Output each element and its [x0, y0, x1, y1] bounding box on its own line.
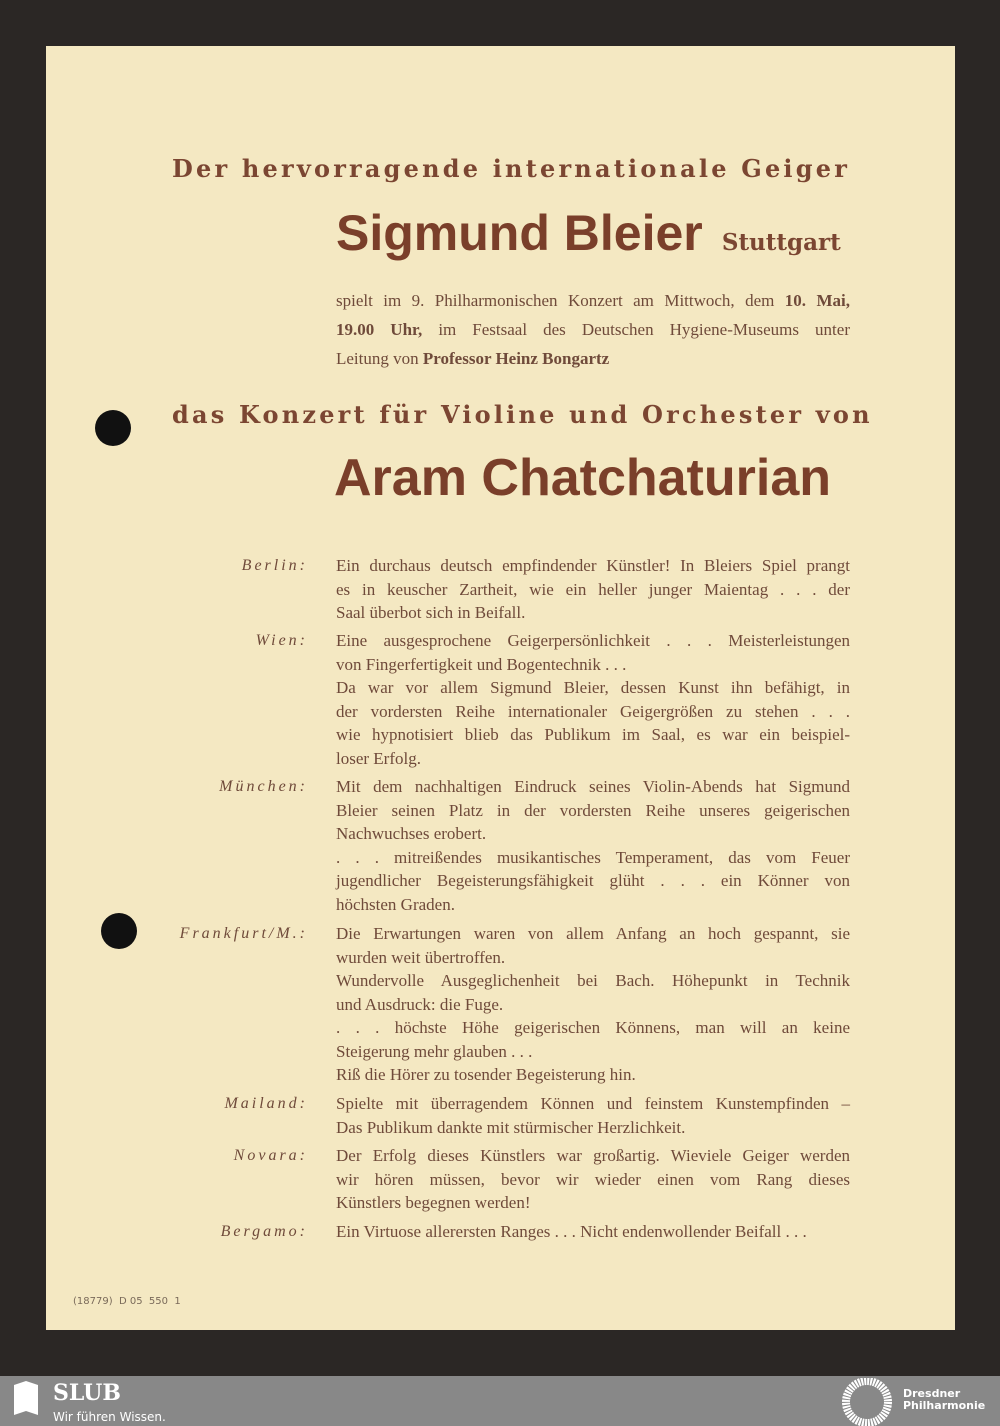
detail-text: spielt im 9. Philharmonischen Konzert am Mittwoch, dem	[336, 291, 785, 310]
review-line: Wundervolle Ausgeglichenheit bei Bach. Höhepunkt in Technik	[336, 971, 850, 990]
review-entry	[220, 1220, 850, 1244]
review-line: es in keuscher Zartheit, wie ein heller junger Maientag . . . der	[336, 579, 850, 599]
detail-text: im Festsaal des Deutschen Hygiene-Museums unter	[422, 320, 850, 339]
review-line: Da war vor allem Sigmund Bleier, dessen Kunst ihn befähigt, in	[336, 678, 850, 697]
detail-line	[336, 315, 850, 344]
review-line: Mit dem nachhaltigen Eindruck seines Violin-Abends hat Sigmund	[336, 777, 850, 796]
philharmonie-logo-icon	[842, 1378, 892, 1426]
review-entry	[241, 554, 850, 625]
review-entry	[219, 775, 850, 916]
review-entry	[233, 1144, 850, 1215]
partner-name	[903, 1388, 985, 1412]
review-line: wurden weit übertroffen.	[336, 947, 506, 967]
review-entry	[224, 1092, 850, 1139]
review-city: Novara:	[233, 1147, 308, 1164]
review-city: Bergamo:	[220, 1223, 308, 1240]
slub-book-icon	[12, 1381, 40, 1417]
review-line: Saal überbot sich in Beifall.	[336, 603, 526, 622]
review-line: wir hören müssen, bevor wir wieder einen vom Rang dieses	[336, 1169, 850, 1189]
detail-line	[336, 286, 850, 315]
review-line: . . . mitreißendes musikantisches Temperament, das vom Feuer	[336, 847, 850, 867]
composer-heading: Aram Chatchaturian	[334, 449, 831, 507]
review-entry	[255, 629, 850, 770]
review-line: . . . höchste Höhe geigerischen Könnens, man will an keine	[336, 1018, 850, 1037]
review-line: Bleier seinen Platz in der vordersten Reihe unseres geigerischen	[336, 800, 850, 820]
review-line: und Ausdruck: die Fuge.	[336, 994, 504, 1014]
review-line: loser Erfolg.	[336, 748, 421, 768]
detail-text: Leitung von	[336, 349, 423, 368]
review-city: Mailand:	[224, 1095, 308, 1112]
artist-city: Stuttgart	[721, 229, 841, 256]
detail-line	[336, 344, 850, 373]
footer-bar	[0, 1376, 1000, 1426]
slub-logo-text: SLUB	[53, 1380, 121, 1406]
review-entry	[179, 922, 850, 1087]
review-line: Das Publikum dankte mit stürmischer Herzlichkeit.	[336, 1117, 686, 1137]
concert-details	[336, 286, 850, 373]
review-city: Frankfurt/M.:	[179, 925, 308, 942]
review-line: Eine ausgesprochene Geigerpersönlichkeit . . . Meisterleistungen	[336, 631, 850, 650]
review-line: Der Erfolg dieses Künstlers war großartig. Wieviele Geiger werden	[336, 1146, 850, 1165]
review-line: Die Erwartungen waren von allem Anfang an hoch gespannt, sie	[336, 924, 850, 943]
detail-emphasis: 19.00 Uhr,	[336, 320, 423, 339]
detail-emphasis: Professor Heinz Bongartz	[422, 349, 610, 368]
review-city: Wien:	[255, 632, 308, 649]
artist-heading	[336, 204, 841, 262]
review-line: Steigerung mehr glauben . . .	[336, 1041, 533, 1061]
review-line: Ein Virtuose allerersten Ranges . . . Nicht endenwollender Beifall . . .	[336, 1222, 807, 1241]
artist-name: Sigmund Bleier	[336, 205, 703, 261]
review-line: wie hypnotisiert blieb das Publikum im Saal, es war ein beispiel-	[336, 725, 850, 744]
review-line: Spielte mit überragendem Können und feinstem Kunstempfinden –	[336, 1094, 850, 1113]
review-line: Riß die Hörer zu tosender Begeisterung hin.	[336, 1065, 636, 1084]
punch-hole	[101, 913, 137, 949]
kicker-heading: Der hervorragende internationale Geiger	[172, 154, 851, 183]
work-heading: das Konzert für Violine und Orchester von	[172, 400, 873, 429]
review-line: Nachwuchses erobert.	[336, 824, 487, 843]
review-line: von Fingerfertigkeit und Bogentechnik . . .	[336, 654, 627, 674]
print-code: (18779) D 05 550 1	[73, 1296, 181, 1307]
review-line: der vordersten Reihe internationaler Geigergrößen zu stehen . . .	[336, 701, 850, 721]
review-line: jugendlicher Begeisterungsfähigkeit glüht . . . ein Könner von	[336, 871, 850, 890]
review-line: Ein durchaus deutsch empfindender Künstler! In Bleiers Spiel prangt	[336, 556, 850, 575]
review-line: Künstlers begegnen werden!	[336, 1193, 531, 1212]
slub-tagline: Wir führen Wissen.	[53, 1410, 166, 1424]
review-city: München:	[219, 778, 308, 795]
partner-line: Philharmonie	[903, 1399, 986, 1412]
detail-emphasis: 10. Mai,	[784, 291, 850, 310]
concert-flyer	[46, 46, 955, 1330]
partner-line: Dresdner	[903, 1387, 961, 1400]
review-city: Berlin:	[241, 557, 308, 574]
punch-hole	[95, 410, 131, 446]
review-line: höchsten Graden.	[336, 894, 455, 914]
